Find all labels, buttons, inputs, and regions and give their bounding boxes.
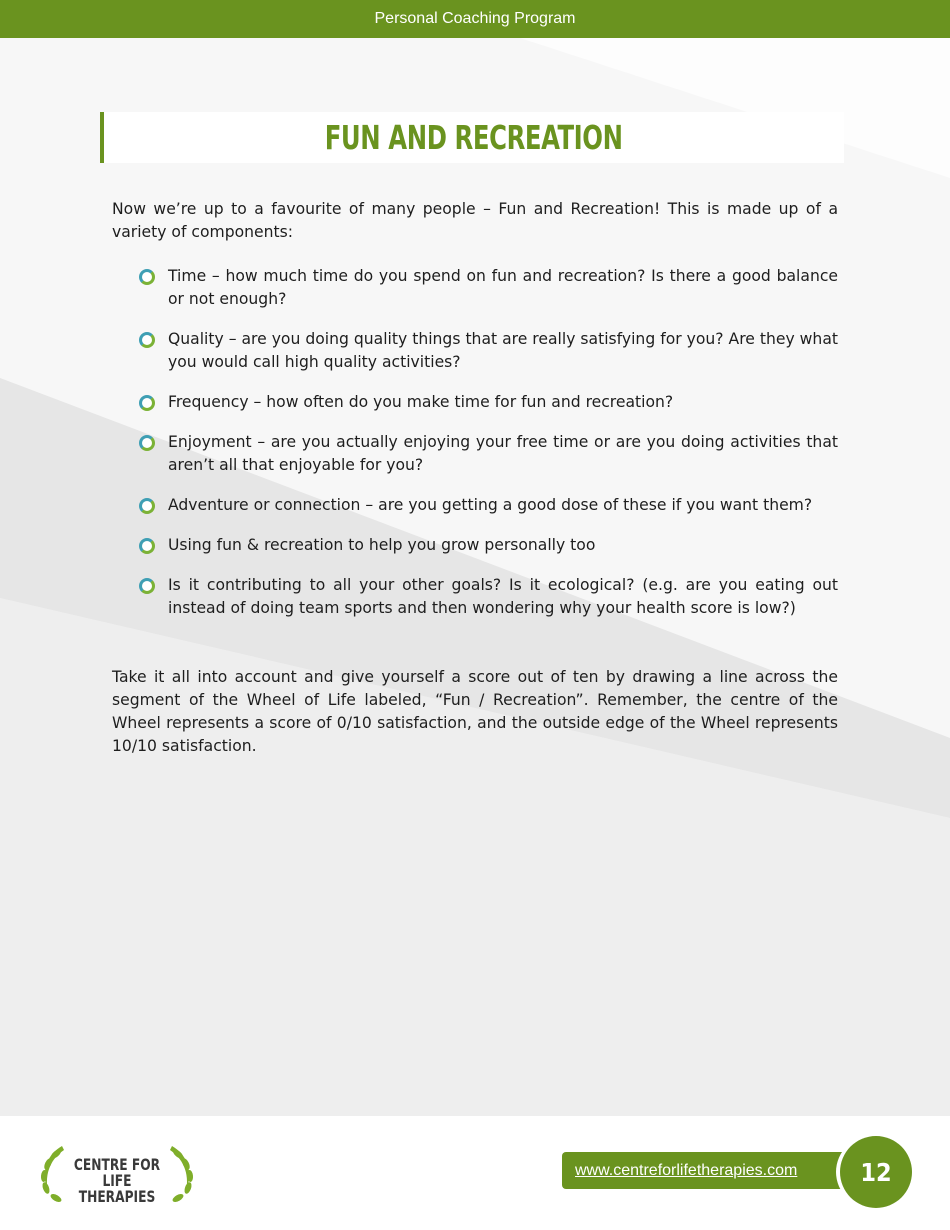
header-bar xyxy=(0,0,950,38)
list-item: Using fun & recreation to help you grow personally too xyxy=(139,534,838,557)
ring-bullet-icon xyxy=(139,269,155,285)
ring-bullet-icon xyxy=(139,538,155,554)
section-title-box xyxy=(100,112,844,163)
list-item: Quality – are you doing quality things that are really satisfying for you? Are they what you would call high quality activities? xyxy=(139,328,838,374)
page-number: 12 xyxy=(840,1136,912,1208)
list-item: Time – how much time do you spend on fun and recreation? Is there a good balance or not enough? xyxy=(139,265,838,311)
company-logo xyxy=(34,1140,200,1206)
list-item: Is it contributing to all your other goals? Is it ecological? (e.g. are you eating out instead of doing team sports and then wondering why your health score is low?) xyxy=(139,574,838,620)
ring-bullet-icon xyxy=(139,578,155,594)
ring-bullet-icon xyxy=(139,395,155,411)
outro-paragraph: Take it all into account and give yourself a score out of ten by drawing a line across the segment of the Wheel of Life labeled, “Fun / Recreation”. Remember, the centre of the Wheel represents a score of 0/10 satisfaction, and the outside edge of the Wheel represents 10/10 satisfaction. xyxy=(112,668,838,755)
website-banner xyxy=(562,1152,842,1189)
body-content xyxy=(112,198,838,758)
section-title: FUN AND RECREATION xyxy=(325,118,623,157)
website-link[interactable]: www.centreforlifetherapies.com xyxy=(575,1161,798,1179)
ring-bullet-icon xyxy=(139,332,155,348)
footer xyxy=(0,1116,950,1230)
program-title: Personal Coaching Program xyxy=(374,10,576,27)
list-item: Enjoyment – are you actually enjoying your free time or are you doing activities that aren’t all that enjoyable for you? xyxy=(139,431,838,477)
intro-paragraph: Now we’re up to a favourite of many people – Fun and Recreation! This is made up of a variety of components: xyxy=(112,200,838,241)
ring-bullet-icon xyxy=(139,498,155,514)
logo-text: CENTRE FOR LIFE THERAPIES xyxy=(73,1155,161,1206)
list-item: Adventure or connection – are you getting a good dose of these if you want them? xyxy=(139,494,838,517)
ring-bullet-icon xyxy=(139,435,155,451)
components-list xyxy=(112,265,838,620)
list-item: Frequency – how often do you make time for fun and recreation? xyxy=(139,391,838,414)
page-number-badge xyxy=(836,1134,916,1210)
